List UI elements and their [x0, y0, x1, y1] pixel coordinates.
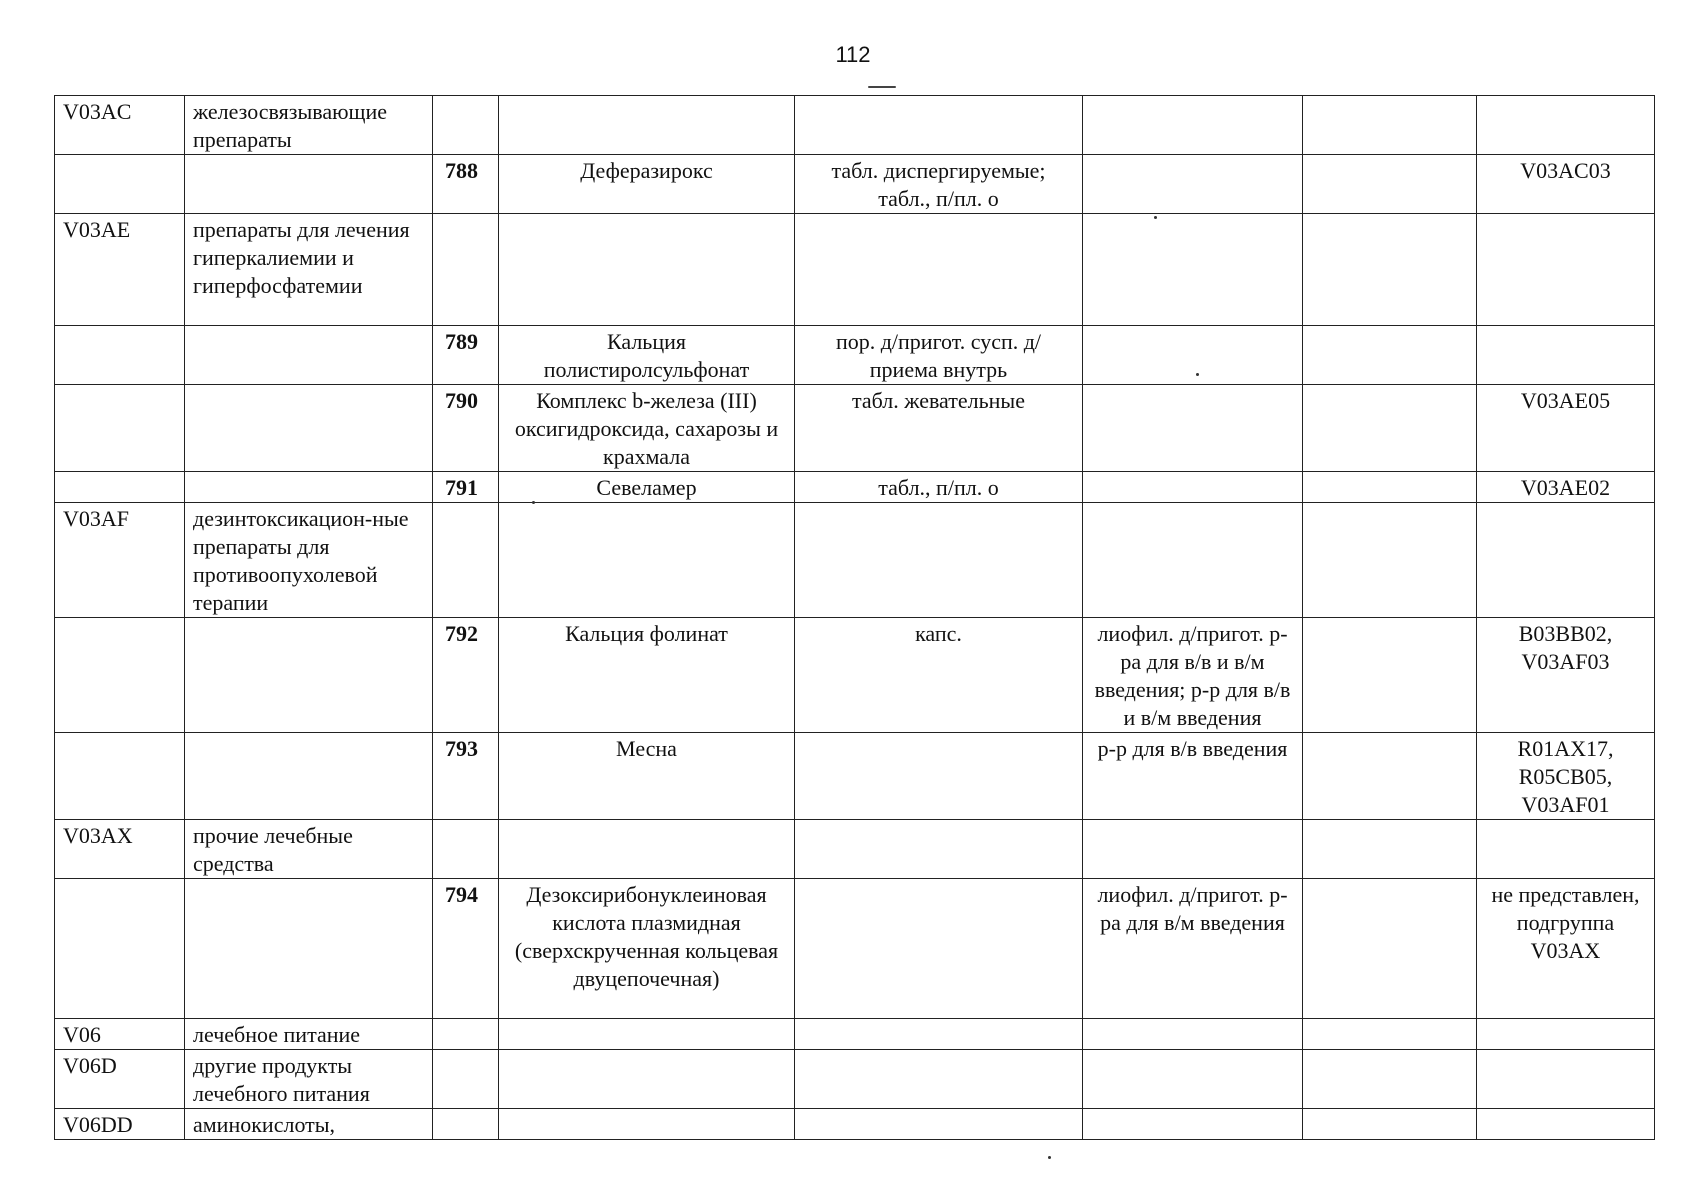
form-oral-cell	[795, 1109, 1083, 1140]
drug-name-cell	[499, 1050, 795, 1109]
form-oral-cell: табл. жевательные	[795, 385, 1083, 472]
atc-code-cell: V03AE	[55, 214, 185, 326]
analog-code-cell: V03AE05	[1477, 385, 1655, 472]
table-row	[55, 503, 1655, 618]
drug-name-cell	[499, 214, 795, 326]
item-number-cell: 792	[433, 618, 499, 733]
table-row	[55, 733, 1655, 820]
atc-code-cell	[55, 385, 185, 472]
form-oral-cell	[795, 820, 1083, 879]
analog-code-cell	[1477, 214, 1655, 326]
group-name-cell: лечебное питание	[185, 1019, 433, 1050]
atc-code-cell: V06D	[55, 1050, 185, 1109]
form-other-cell	[1303, 733, 1477, 820]
atc-code-cell	[55, 618, 185, 733]
form-injection-cell	[1083, 1109, 1303, 1140]
drug-name-cell	[499, 1019, 795, 1050]
form-oral-cell: пор. д/пригот. сусп. д/приема внутрь	[795, 326, 1083, 385]
item-number-cell	[433, 1019, 499, 1050]
item-number-cell	[433, 96, 499, 155]
drug-name-cell	[499, 820, 795, 879]
form-oral-cell	[795, 879, 1083, 1019]
form-other-cell	[1303, 1050, 1477, 1109]
group-name-cell	[185, 155, 433, 214]
drug-name-cell	[499, 1109, 795, 1140]
form-oral-cell	[795, 214, 1083, 326]
form-injection-cell	[1083, 214, 1303, 326]
group-name-cell: железосвязывающие препараты	[185, 96, 433, 155]
form-oral-cell	[795, 503, 1083, 618]
scan-speck	[1196, 373, 1199, 376]
form-other-cell	[1303, 472, 1477, 503]
form-oral-cell: табл. диспергируемые; табл., п/пл. о	[795, 155, 1083, 214]
table-row	[55, 820, 1655, 879]
form-injection-cell: лиофил. д/пригот. р-ра для в/м введения	[1083, 879, 1303, 1019]
group-name-cell	[185, 733, 433, 820]
drug-name-cell: Кальция полистиролсульфонат	[499, 326, 795, 385]
group-name-cell: другие продукты лечебного питания	[185, 1050, 433, 1109]
form-oral-cell	[795, 733, 1083, 820]
table-row	[55, 472, 1655, 503]
form-other-cell	[1303, 503, 1477, 618]
form-injection-cell: р-р для в/в введения	[1083, 733, 1303, 820]
analog-code-cell	[1477, 503, 1655, 618]
drug-name-cell: Кальция фолинат	[499, 618, 795, 733]
item-number-cell: 790	[433, 385, 499, 472]
table-row	[55, 1109, 1655, 1140]
drug-table	[54, 95, 1655, 1140]
item-number-cell	[433, 503, 499, 618]
analog-code-cell	[1477, 1050, 1655, 1109]
form-other-cell	[1303, 1109, 1477, 1140]
scan-speck	[532, 501, 535, 504]
item-number-cell: 794	[433, 879, 499, 1019]
form-injection-cell	[1083, 96, 1303, 155]
form-oral-cell: табл., п/пл. о	[795, 472, 1083, 503]
item-number-cell	[433, 1109, 499, 1140]
scan-speck	[1048, 1156, 1051, 1159]
atc-code-cell: V03AC	[55, 96, 185, 155]
analog-code-cell	[1477, 1109, 1655, 1140]
form-injection-cell	[1083, 820, 1303, 879]
drug-name-cell: Месна	[499, 733, 795, 820]
form-other-cell	[1303, 326, 1477, 385]
group-name-cell: прочие лечебные средства	[185, 820, 433, 879]
page-number: 112	[835, 42, 871, 67]
atc-code-cell	[55, 733, 185, 820]
table-row	[55, 385, 1655, 472]
atc-code-cell: V06	[55, 1019, 185, 1050]
item-number-cell	[433, 214, 499, 326]
table-row	[55, 96, 1655, 155]
form-other-cell	[1303, 385, 1477, 472]
table-row	[55, 155, 1655, 214]
form-injection-cell	[1083, 1019, 1303, 1050]
item-number-cell	[433, 820, 499, 879]
drug-name-cell: Севеламер	[499, 472, 795, 503]
analog-code-cell	[1477, 96, 1655, 155]
item-number-cell: 789	[433, 326, 499, 385]
analog-code-cell	[1477, 820, 1655, 879]
drug-name-cell: Деферазирокс	[499, 155, 795, 214]
analog-code-cell: R01AX17, R05CB05, V03AF01	[1477, 733, 1655, 820]
form-oral-cell: капс.	[795, 618, 1083, 733]
drug-name-cell	[499, 96, 795, 155]
form-other-cell	[1303, 155, 1477, 214]
form-injection-cell	[1083, 385, 1303, 472]
item-number-cell	[433, 1050, 499, 1109]
table-row	[55, 1019, 1655, 1050]
group-name-cell	[185, 879, 433, 1019]
scan-speck	[1154, 216, 1157, 219]
group-name-cell: дезинтоксикацион-ные препараты для противоопухолевой терапии	[185, 503, 433, 618]
analog-code-cell	[1477, 326, 1655, 385]
table-row	[55, 618, 1655, 733]
analog-code-cell: не представлен, подгруппа V03AX	[1477, 879, 1655, 1019]
atc-code-cell	[55, 472, 185, 503]
page-number-underline	[868, 86, 896, 88]
form-other-cell	[1303, 879, 1477, 1019]
form-injection-cell	[1083, 155, 1303, 214]
form-other-cell	[1303, 1019, 1477, 1050]
atc-code-cell	[55, 879, 185, 1019]
form-injection-cell	[1083, 1050, 1303, 1109]
analog-code-cell: V03AE02	[1477, 472, 1655, 503]
atc-code-cell	[55, 155, 185, 214]
item-number-cell: 791	[433, 472, 499, 503]
table-row	[55, 214, 1655, 326]
group-name-cell	[185, 385, 433, 472]
form-injection-cell	[1083, 472, 1303, 503]
table-row	[55, 879, 1655, 1019]
group-name-cell	[185, 472, 433, 503]
table-row	[55, 326, 1655, 385]
form-other-cell	[1303, 96, 1477, 155]
table-row	[55, 1050, 1655, 1109]
form-oral-cell	[795, 96, 1083, 155]
item-number-cell: 788	[433, 155, 499, 214]
form-oral-cell	[795, 1050, 1083, 1109]
group-name-cell	[185, 326, 433, 385]
drug-name-cell: Дезоксирибонуклеиновая кислота плазмидная (сверхскрученная кольцевая двуцепочечная)	[499, 879, 795, 1019]
item-number-cell: 793	[433, 733, 499, 820]
group-name-cell: препараты для лечения гиперкалиемии и гиперфосфатемии	[185, 214, 433, 326]
form-injection-cell	[1083, 326, 1303, 385]
form-injection-cell	[1083, 503, 1303, 618]
form-oral-cell	[795, 1019, 1083, 1050]
form-injection-cell: лиофил. д/пригот. р-ра для в/в и в/м введения; р-р для в/в и в/м введения	[1083, 618, 1303, 733]
atc-code-cell: V06DD	[55, 1109, 185, 1140]
analog-code-cell: B03BB02, V03AF03	[1477, 618, 1655, 733]
group-name-cell	[185, 618, 433, 733]
atc-code-cell	[55, 326, 185, 385]
form-other-cell	[1303, 618, 1477, 733]
analog-code-cell	[1477, 1019, 1655, 1050]
drug-name-cell: Комплекс b-железа (III) оксигидроксида, сахарозы и крахмала	[499, 385, 795, 472]
atc-code-cell: V03AX	[55, 820, 185, 879]
group-name-cell: аминокислоты,	[185, 1109, 433, 1140]
atc-code-cell: V03AF	[55, 503, 185, 618]
drug-name-cell	[499, 503, 795, 618]
form-other-cell	[1303, 820, 1477, 879]
analog-code-cell: V03AC03	[1477, 155, 1655, 214]
form-other-cell	[1303, 214, 1477, 326]
